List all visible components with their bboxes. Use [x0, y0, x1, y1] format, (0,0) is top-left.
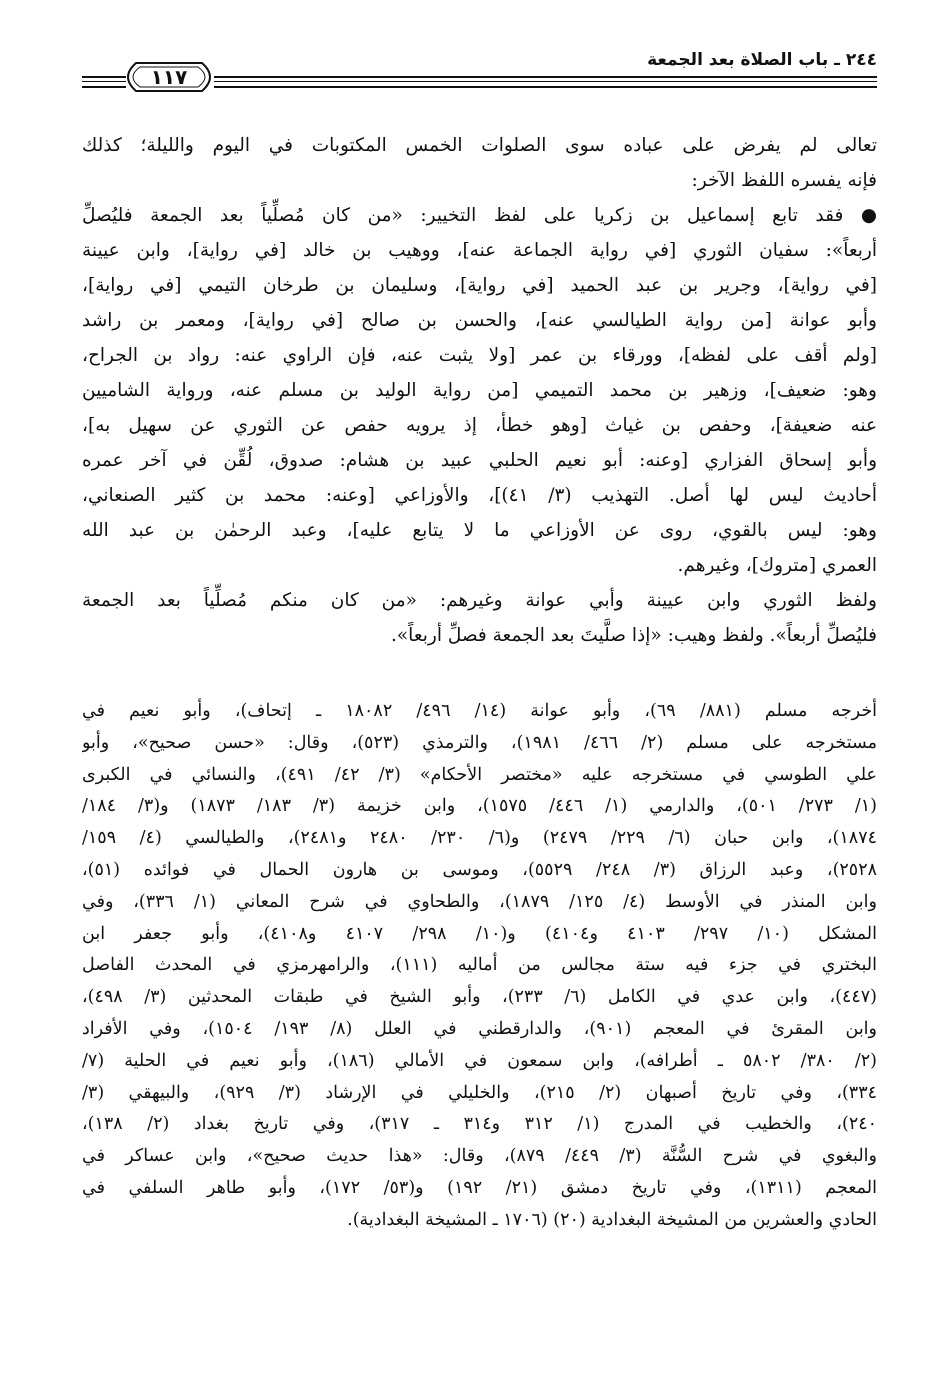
text-line-12: وهو: ليس بالقوي، روى عن الأوزاعي ما لا يتابع عليه]، وعبد الرحمٰن بن عبد الله — [82, 520, 877, 541]
text-line-10: وأبو إسحاق الفزاري [وعنه: أبو نعيم الحلبي عبيد بن هشام: صدوق، لُقِّن في آخر عمره — [82, 450, 877, 471]
note-line-5: ١٨٧٤)، وابن حبان (٦/ ٢٢٩/ ٢٤٧٩) و(٦/ ٢٣٠/ ٢٤٨٠ و٢٤٨١)، والطيالسي (٤/ ١٥٩/ — [82, 828, 877, 849]
note-line-15: والبغوي في شرح السُّنَّة (٣/ ٤٤٩/ ٨٧٩)، وقال: «هذا حديث صحيح»، وابن عساكر في — [82, 1146, 877, 1167]
text-line-4: أربعاً»: سفيان الثوري [في رواية الجماعة عنه]، ووهيب بن خالد [في رواية]، وابن عيينة — [82, 240, 877, 261]
note-line-4: (١/ ٢٧٣/ ٥٠١)، والدارمي (١/ ٤٤٦/ ١٥٧٥)، وابن خزيمة (٣/ ١٨٣/ ١٨٧٣) و(٣/ ١٨٤/ — [82, 796, 877, 817]
note-line-7: وابن المنذر في الأوسط (٤/ ١٢٥/ ١٨٧٩)، والطحاوي في شرح المعاني (١/ ٣٣٦)، وفي — [82, 891, 877, 912]
header-rule-middle — [214, 81, 877, 82]
running-title: ٢٤٤ ـ باب الصلاة بعد الجمعة — [647, 50, 877, 70]
header-rule-bottom — [214, 86, 877, 88]
note-line-8: المشكل (١٠/ ٢٩٧/ ٤١٠٣ و٤١٠٤) و(١٠/ ٢٩٨/ ٤١٠٧ و٤١٠٨)، وأبو جعفر ابن — [82, 923, 877, 944]
note-line-12: (٢/ ٣٨٠/ ٥٨٠٢ ـ أطرافه)، وابن سمعون في الأمالي (١٨٦)، وأبو نعيم في الحلية (٧/ — [82, 1050, 877, 1071]
header-rule-left-top — [82, 76, 126, 78]
note-line-6: ٢٥٢٨)، وعبد الرزاق (٣/ ٢٤٨/ ٥٥٢٩)، وموسى بن هارون الحمال في فوائده (٥١)، — [82, 859, 877, 880]
text-line-5: [في رواية]، وجرير بن عبد الحميد [في رواية]، وسليمان بن طرخان التيمي [في رواية]، — [82, 275, 877, 296]
text-line-8: وهو: ضعيف]، وزهير بن محمد التميمي [من رواية الوليد بن مسلم عنه، ورواية الشاميين — [82, 380, 877, 401]
text-line-9: عنه ضعيفة]، وحفص بن غياث [وهو خطأ، إذ يرويه حفص عن الثوري عن سهيل به]، — [82, 415, 877, 436]
page-header — [82, 46, 877, 100]
note-line-11: وابن المقرئ في المعجم (٩٠١)، والدارقطني في العلل (٨/ ١٩٣/ ١٥٠٤)، وفي الأفراد — [82, 1018, 877, 1039]
note-line-17: الحادي والعشرين من المشيخة البغدادية (٢٠) (١٧٠٦ ـ المشيخة البغدادية). — [347, 1209, 877, 1230]
page-number-badge — [126, 60, 212, 94]
note-line-2: مستخرجه على مسلم (٢/ ٤٦٦/ ١٩٨١)، والترمذي (٥٢٣)، وقال: «حسن صحيح»، وأبو — [82, 732, 877, 753]
main-text — [82, 128, 877, 653]
note-line-14: ٢٤٠)، والخطيب في المدرج (١/ ٣١٢ و٣١٤ ـ ٣١٧)، وفي تاريخ بغداد (٢/ ١٣٨)، — [82, 1114, 877, 1135]
text-line-13: العمري [متروك]، وغيرهم. — [677, 555, 877, 576]
text-line-14: ولفظ الثوري وابن عيينة وأبي عوانة وغيرهم: «من كان منكم مُصلِّياً بعد الجمعة — [82, 590, 877, 611]
takhrij-notes — [82, 696, 877, 1237]
note-line-10: (٤٤٧)، وابن عدي في الكامل (٦/ ٢٣٣)، وأبو الشيخ في طبقات المحدثين (٣/ ٤٩٨)، — [82, 987, 877, 1008]
page-number: ١١٧ — [150, 65, 188, 89]
text-line-1: تعالى لم يفرض على عباده سوى الصلوات الخمس المكتوبات في اليوم والليلة؛ كذلك — [82, 135, 877, 156]
text-line-2: فإنه يفسره اللفظ الآخر: — [691, 170, 877, 191]
note-line-9: البختري في جزء فيه ستة مجالس من أماليه (١١١)، والرامهرمزي في المحدث الفاصل — [82, 955, 877, 976]
text-line-6: وأبو عوانة [من رواية الطيالسي عنه]، والحسن بن صالح [في رواية]، ومعمر بن راشد — [82, 310, 877, 331]
note-line-16: المعجم (١٣١١)، وفي تاريخ دمشق (٢١/ ١٩٢) و(٥٣/ ١٧٢)، وأبو طاهر السلفي في — [82, 1177, 877, 1198]
text-line-15: فليُصلِّ أربعاً». ولفظ وهيب: «إذا صلَّيتَ بعد الجمعة فصلِّ أربعاً». — [390, 625, 877, 646]
header-rule-left-middle — [82, 81, 126, 82]
header-rule-top — [214, 76, 877, 78]
note-line-1: أخرجه مسلم (٨٨١/ ٦٩)، وأبو عوانة (١٤/ ٤٩٦/ ١٨٠٨٢ ـ إتحاف)، وأبو نعيم في — [82, 701, 877, 721]
text-line-11: أحاديث ليس لها أصل. التهذيب (٣/ ٤١)]، والأوزاعي [وعنه: محمد بن كثير الصنعاني، — [82, 485, 877, 506]
note-line-13: ٣٣٤)، وفي تاريخ أصبهان (٢/ ٢١٥)، والخليلي في الإرشاد (٣/ ٩٢٩)، والبيهقي (٣/ — [82, 1082, 877, 1103]
text-line-3: ● فقد تابع إسماعيل بن زكريا على لفظ التخيير: «من كان مُصلِّياً بعد الجمعة فليُصلِّ — [82, 205, 877, 226]
note-line-3: علي الطوسي في مستخرجه عليه «مختصر الأحكام» (٣/ ٤٢/ ٤٩١)، والنسائي في الكبرى — [82, 764, 877, 785]
header-rule-left-bottom — [82, 86, 126, 88]
text-line-7: [ولم أقف على لفظه]، وورقاء بن عمر [ولا يثبت عنه، فإن الراوي عنه: رواد بن الجراح، — [82, 345, 877, 366]
